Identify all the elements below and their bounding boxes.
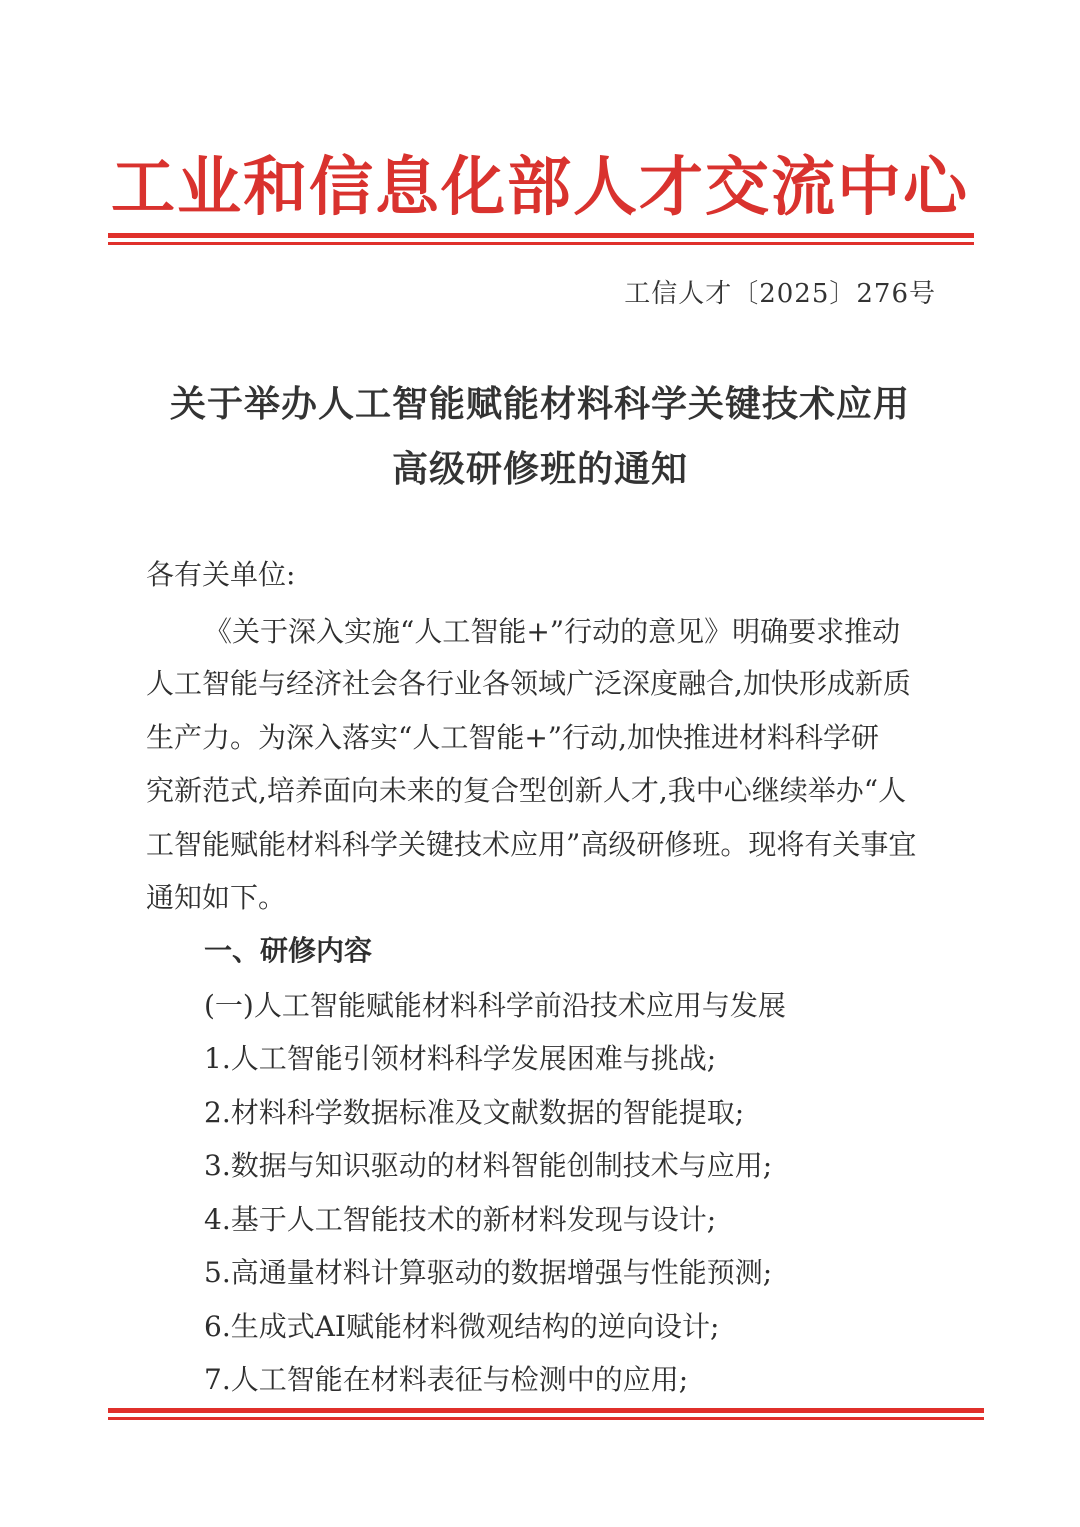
list-item: 7.人工智能在材料表征与检测中的应用; xyxy=(204,1363,689,1396)
notice-title-line-1: 关于举办人工智能赋能材料科学关键技术应用 xyxy=(169,384,910,425)
body-line-6: 通知如下。 xyxy=(146,881,287,914)
list-item: 2.材料科学数据标准及文献数据的智能提取; xyxy=(204,1096,745,1129)
section-heading: 一、研修内容 xyxy=(204,934,373,967)
body-line-5: 工智能赋能材料科学关键技术应用”高级研修班。现将有关事宜 xyxy=(146,828,917,861)
letterhead-org-name: 工业和信息化部人才交流中心 xyxy=(111,150,969,225)
list-item: 6.生成式AI赋能材料微观结构的逆向设计; xyxy=(204,1310,720,1343)
body-line-3: 生产力。为深入落实“人工智能+”行动,加快推进材料科学研 xyxy=(146,721,879,754)
body-line-2: 人工智能与经济社会各行业各领域广泛深度融合,加快形成新质 xyxy=(146,667,911,700)
salutation: 各有关单位: xyxy=(146,558,296,591)
document-number: 工信人才〔2025〕276号 xyxy=(624,279,936,309)
body-line-4: 究新范式,培养面向未来的复合型创新人才,我中心继续举办“人 xyxy=(146,774,907,807)
body-line-1: 《关于深入实施“人工智能+”行动的意见》明确要求推动 xyxy=(204,615,901,648)
letterhead-divider-top xyxy=(108,233,974,245)
section-subheading: (一)人工智能赋能材料科学前沿技术应用与发展 xyxy=(204,989,786,1022)
footer-divider xyxy=(108,1408,984,1420)
notice-title-line-2: 高级研修班的通知 xyxy=(391,449,688,490)
list-item: 1.人工智能引领材料科学发展困难与挑战; xyxy=(204,1042,717,1075)
list-item: 3.数据与知识驱动的材料智能创制技术与应用; xyxy=(204,1149,773,1182)
list-item: 5.高通量材料计算驱动的数据增强与性能预测; xyxy=(204,1256,773,1289)
list-item: 4.基于人工智能技术的新材料发现与设计; xyxy=(204,1203,717,1236)
